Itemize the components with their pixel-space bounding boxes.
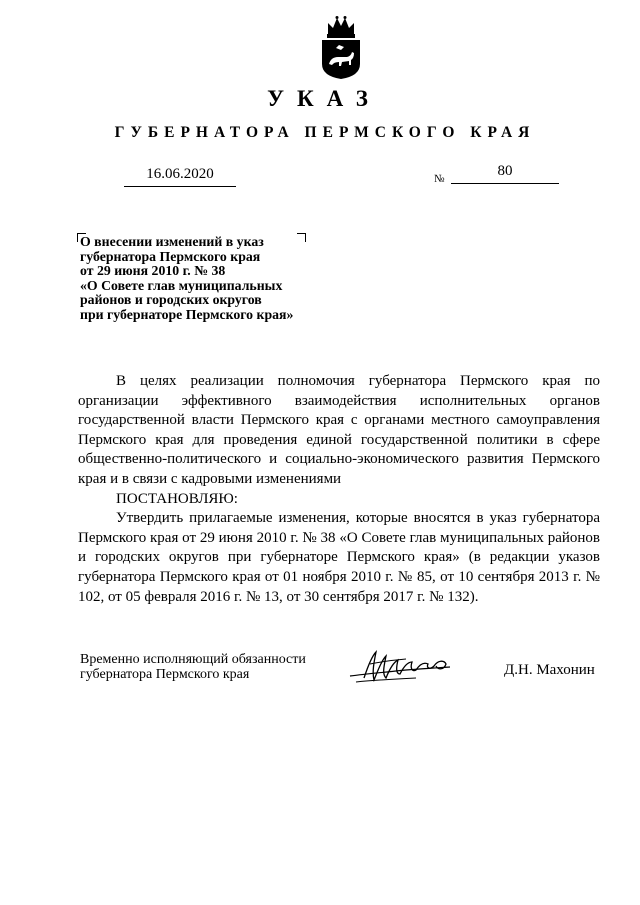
subject-line: «О Совете глав муниципальных xyxy=(80,277,283,293)
number-underline xyxy=(451,183,559,184)
decision-paragraph: Утвердить прилагаемые изменения, которые вносятся в указ губернатора Пермского края от 29 июня 2010 г. № 38 «О Совете глав муниципальных районов и городских округов при губернаторе Пермского края» (в редакции указов губернатора Пермского края от 01 ноября 2010 г. № 85, от 10 сентября 2013 г. № 102, от 05 февраля 2016 г. № 13, от 30 сентября 2017 г. № 132). xyxy=(78,510,600,605)
subject-line: от 29 июня 2010 г. № 38 xyxy=(80,263,226,278)
resolve-heading: ПОСТАНОВЛЯЮ: xyxy=(116,490,238,507)
number-sign: № xyxy=(434,173,445,185)
document-date: 16.06.2020 xyxy=(146,166,214,182)
document-subject xyxy=(80,235,320,322)
subject-line: районов и городских округов xyxy=(80,292,262,307)
signatory-position xyxy=(80,653,306,682)
document-number: 80 xyxy=(497,163,513,179)
position-line: губернатора Пермского края xyxy=(80,666,250,682)
subject-line: губернатора Пермского края xyxy=(80,248,261,264)
subject-line: О внесении изменений в указ xyxy=(80,234,264,249)
perm-krai-coat-of-arms-icon xyxy=(318,14,364,80)
position-line: Временно исполняющий обязанности xyxy=(80,652,306,667)
document-title: УКАЗ xyxy=(267,86,381,111)
signer-name: Д.Н. Махонин xyxy=(504,662,595,678)
date-underline xyxy=(124,186,236,187)
handwritten-signature xyxy=(346,646,462,688)
document-body xyxy=(78,372,600,607)
issuer-title: ГУБЕРНАТОРА ПЕРМСКОГО КРАЯ xyxy=(114,124,536,141)
preamble-paragraph: В целях реализации полномочия губернатора Пермского края по организации эффективного взаимодействия исполнительных органов государственной власти Пермского края с органами местного самоуправления Пермского края для проведения единой государственной политики в сфере общественно-политического и социально-экономического развития Пермского края и в связи с кадровыми изменениями xyxy=(78,373,600,487)
subject-line: при губернаторе Пермского края» xyxy=(80,306,294,322)
